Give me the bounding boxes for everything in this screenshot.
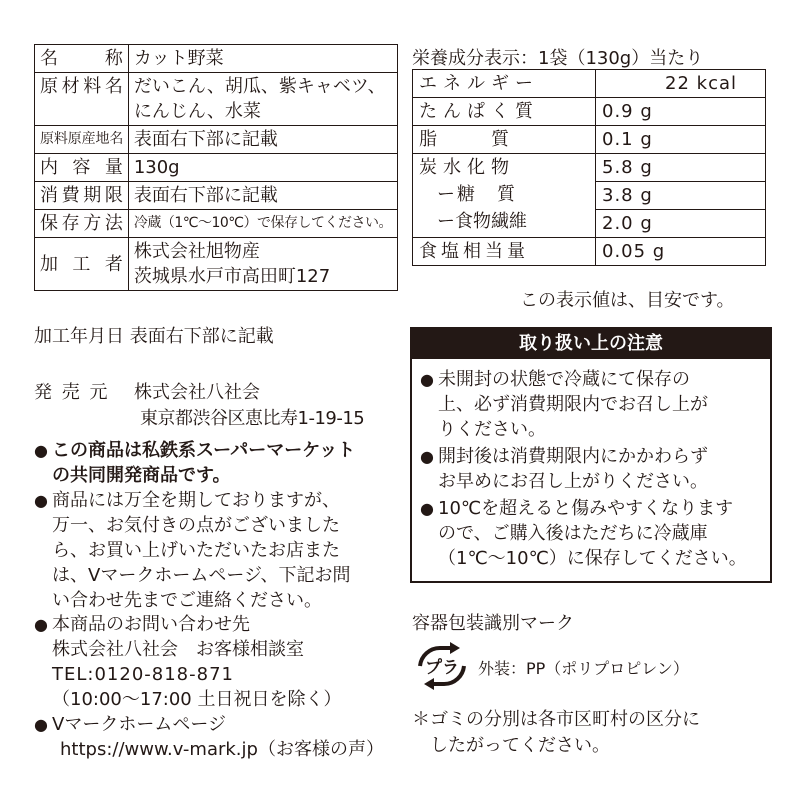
- value-expiry: 表面右下部に記載: [128, 182, 397, 210]
- table-row: [35, 238, 398, 291]
- bullet-icon: ●: [420, 370, 434, 389]
- bullet-icon: ●: [34, 615, 48, 634]
- processing-date-value: 表面右下部に記載: [129, 326, 274, 347]
- table-row: [413, 126, 766, 154]
- caution-line: りください。: [438, 419, 546, 440]
- value-ingredients: [128, 73, 397, 126]
- recycle-pla-icon: [412, 640, 472, 692]
- value-origin: 表面右下部に記載: [128, 126, 397, 154]
- caution-line: 上、必ず消費期限内でお召し上が: [438, 394, 708, 415]
- seller-label: 発 売 元: [34, 382, 110, 403]
- table-row: [413, 70, 766, 98]
- contact-line: 株式会社八社会 お客様相談室: [52, 639, 304, 660]
- label-processor: 加工者: [35, 238, 129, 291]
- carbs-value: 5.8 g: [596, 154, 766, 182]
- label-storage: 保存方法: [35, 210, 129, 238]
- quality-line: 万一、お気付きの点がございました: [52, 515, 340, 536]
- value-processor: [128, 238, 397, 291]
- value-content: 130g: [128, 154, 397, 182]
- caution-line: お早めにお召し上がりください。: [438, 471, 708, 492]
- seller-name: 株式会社八社会: [134, 382, 260, 403]
- fiber-value: 2.0 g: [596, 210, 766, 238]
- bullet-icon: ●: [34, 441, 48, 460]
- seller-address: 東京都渋谷区恵比寿1-19-15: [140, 408, 365, 429]
- table-row: [413, 154, 766, 182]
- quality-line: は、Vマークホームページ、下記お問: [52, 565, 351, 586]
- web-line: Vマークホームページ: [52, 714, 226, 735]
- fat-value: 0.1 g: [596, 126, 766, 154]
- garbage-line: ＊ゴミの分別は各市区町村の区分に: [412, 709, 700, 730]
- table-row: [413, 98, 766, 126]
- table-row: [35, 210, 398, 238]
- contact-note: [34, 612, 404, 712]
- quality-line: ら、お買い上げいただいたお店また: [52, 540, 340, 561]
- caution-item: [420, 444, 764, 494]
- recycle-material: 外装：PP（ポリプロピレン）: [478, 659, 689, 678]
- nutrition-table: [412, 69, 766, 266]
- caution-item: [420, 496, 764, 571]
- joint-development-note: [34, 438, 404, 488]
- processor-name: 株式会社旭物産: [133, 241, 260, 262]
- web-url: https://www.v-mark.jp（お客様の声）: [60, 739, 384, 760]
- garbage-line: したがってください。: [412, 735, 610, 756]
- table-row: [35, 154, 398, 182]
- caution-line: 未開封の状態で冷蔵にて保存の: [438, 369, 690, 390]
- energy-value: 22 kcal: [596, 70, 766, 98]
- table-row: [35, 182, 398, 210]
- table-row: [35, 126, 398, 154]
- nutrition-note: この表示値は、目安です。: [520, 290, 735, 311]
- ingredients-line: だいこん、胡瓜、紫キャベツ、: [133, 76, 386, 97]
- recycle-mark-text: プラ: [425, 658, 459, 678]
- caution-line: （1℃〜10℃）に保存してください。: [438, 548, 747, 569]
- processor-address: 茨城県水戸市高田町127: [133, 266, 331, 287]
- protein-value: 0.9 g: [596, 98, 766, 126]
- label-expiry: 消費期限: [35, 182, 129, 210]
- contact-line: 本商品のお問い合わせ先: [52, 614, 250, 635]
- label-ingredients: 原材料名: [35, 73, 129, 126]
- caution-line: ので、ご購入後はただちに冷蔵庫: [438, 523, 708, 544]
- carbs-label-cell: [413, 154, 596, 238]
- bullet-icon: ●: [34, 491, 48, 510]
- web-note: [34, 712, 404, 762]
- value-name: カット野菜: [128, 45, 397, 73]
- garbage-note: [412, 707, 772, 759]
- quality-note: [34, 488, 404, 613]
- salt-value: 0.05 g: [596, 238, 766, 266]
- caution-title: 取り扱い上の注意: [412, 329, 770, 359]
- contact-hours: （10:00〜17:00 土日祝日を除く）: [52, 689, 342, 710]
- table-row: [35, 45, 398, 73]
- product-info-table: [34, 44, 398, 291]
- seller: [34, 380, 364, 432]
- table-row: [35, 73, 398, 126]
- label-origin: 原料原産地名: [35, 126, 129, 154]
- caution-line: 10℃を超えると傷みやすくなります: [438, 498, 734, 519]
- bullet-icon: ●: [420, 447, 434, 466]
- processing-date-label: 加工年月日: [34, 326, 124, 347]
- bullet-icon: ●: [34, 715, 48, 734]
- nutrition-title: 栄養成分表示：1袋（130g）当たり: [412, 48, 704, 69]
- protein-label: たんぱく質: [413, 98, 596, 126]
- sugar-label: ー糖 質: [437, 184, 517, 205]
- sugar-value: 3.8 g: [596, 182, 766, 210]
- label-content: 内容量: [35, 154, 129, 182]
- quality-line: 商品には万全を期しておりますが、: [52, 490, 340, 511]
- quality-line: い合わせ先までご連絡ください。: [52, 590, 322, 611]
- contact-phone: TEL:0120-818-871: [52, 664, 234, 685]
- carbs-label: 炭水化物: [419, 157, 515, 178]
- fat-label: 脂 質: [413, 126, 596, 154]
- recycle-title: 容器包装識別マーク: [412, 613, 574, 634]
- fiber-label: ー食物繊維: [437, 211, 527, 232]
- value-storage: 冷蔵（1℃〜10℃）で保存してください。: [128, 210, 397, 238]
- table-row: [413, 238, 766, 266]
- caution-box: [410, 327, 772, 583]
- bullet-icon: ●: [420, 499, 434, 518]
- processing-date: [34, 322, 274, 348]
- salt-label: 食塩相当量: [413, 238, 596, 266]
- joint-line: この商品は私鉄系スーパーマーケット: [52, 440, 356, 461]
- label-name: 名 称: [35, 45, 129, 73]
- caution-item: [420, 367, 764, 442]
- joint-line: の共同開発商品です。: [52, 465, 231, 486]
- caution-line: 開封後は消費期限内にかかわらず: [438, 446, 708, 467]
- energy-label: エネルギー: [413, 70, 596, 98]
- ingredients-line: にんじん、水菜: [133, 101, 261, 122]
